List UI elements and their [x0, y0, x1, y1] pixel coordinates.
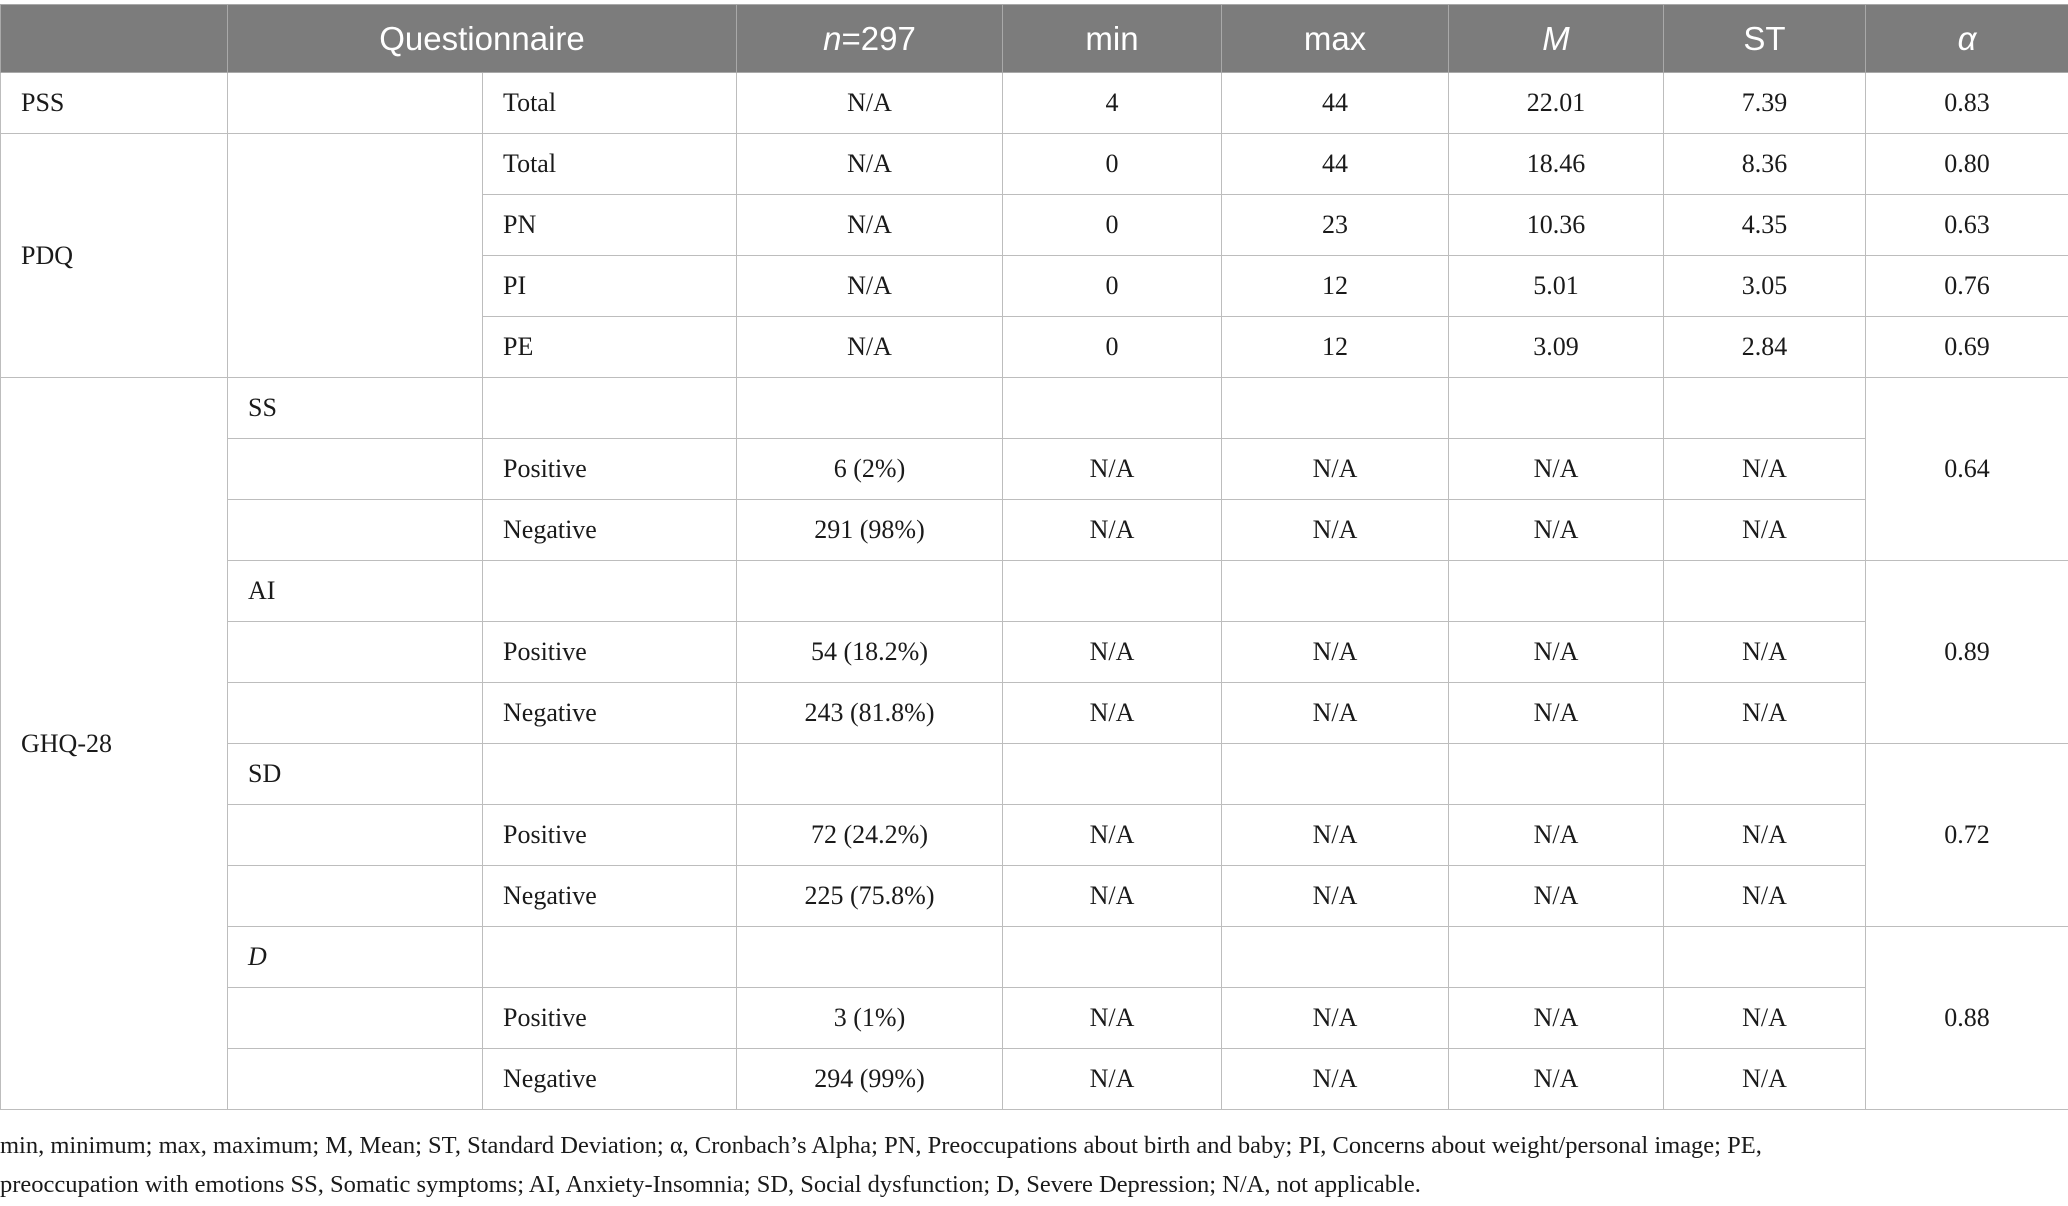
min-cell: 0: [1003, 256, 1222, 317]
max-cell: 12: [1222, 317, 1449, 378]
min-cell: N/A: [1003, 439, 1222, 500]
n-cell: 225 (75.8%): [737, 866, 1003, 927]
header-n-prefix: n: [823, 19, 842, 57]
n-cell: N/A: [737, 73, 1003, 134]
table-row: [1, 500, 2068, 561]
min-cell: N/A: [1003, 866, 1222, 927]
mean-cell: N/A: [1449, 988, 1664, 1049]
table-row: [1, 561, 2068, 622]
questionnaire-ghq28: GHQ-28: [1, 378, 228, 1110]
empty-cell: [1222, 927, 1449, 988]
empty-cell: [228, 1049, 483, 1110]
table-row: [1, 805, 2068, 866]
alpha-cell: 0.83: [1866, 73, 2068, 134]
mean-cell: 5.01: [1449, 256, 1664, 317]
ghq-group-d: D: [228, 927, 483, 988]
table-row: [1, 622, 2068, 683]
empty-cell: [228, 73, 483, 134]
header-n-suffix: =297: [841, 19, 916, 57]
empty-cell: [1449, 744, 1664, 805]
sd-cell: N/A: [1664, 1049, 1866, 1110]
empty-cell: [228, 866, 483, 927]
table-row: [1, 744, 2068, 805]
subscale-cell: PI: [483, 256, 737, 317]
header-min: min: [1003, 5, 1222, 73]
max-cell: N/A: [1222, 439, 1449, 500]
n-cell: N/A: [737, 134, 1003, 195]
header-sd: ST: [1664, 5, 1866, 73]
empty-cell: [737, 744, 1003, 805]
min-cell: 0: [1003, 134, 1222, 195]
empty-cell: [1222, 561, 1449, 622]
n-cell: N/A: [737, 195, 1003, 256]
mean-cell: 3.09: [1449, 317, 1664, 378]
questionnaire-pdq: PDQ: [1, 134, 228, 378]
n-cell: N/A: [737, 256, 1003, 317]
header-row: [1, 5, 2068, 73]
header-max: max: [1222, 5, 1449, 73]
empty-cell: [1449, 378, 1664, 439]
mean-cell: 22.01: [1449, 73, 1664, 134]
empty-cell: [228, 439, 483, 500]
alpha-cell: 0.76: [1866, 256, 2068, 317]
max-cell: N/A: [1222, 683, 1449, 744]
table-row: [1, 683, 2068, 744]
header-n: [737, 5, 1003, 73]
alpha-cell: 0.80: [1866, 134, 2068, 195]
sd-cell: N/A: [1664, 500, 1866, 561]
alpha-cell: 0.88: [1866, 927, 2068, 1110]
table-row: [1, 988, 2068, 1049]
alpha-cell: 0.89: [1866, 561, 2068, 744]
min-cell: N/A: [1003, 500, 1222, 561]
subscale-cell: Total: [483, 73, 737, 134]
mean-cell: N/A: [1449, 439, 1664, 500]
alpha-cell: 0.72: [1866, 744, 2068, 927]
min-cell: N/A: [1003, 683, 1222, 744]
sd-cell: 4.35: [1664, 195, 1866, 256]
n-cell: N/A: [737, 317, 1003, 378]
table-row: [1, 866, 2068, 927]
empty-cell: [1003, 927, 1222, 988]
mean-cell: N/A: [1449, 622, 1664, 683]
header-alpha: α: [1866, 5, 2068, 73]
footnote-line-1: min, minimum; max, maximum; M, Mean; ST, Standard Deviation; α, Cronbach’s Alpha; PN, Preoccupations about birth and baby; PI, Concerns about weight/personal image; PE,: [0, 1132, 1762, 1159]
empty-cell: [228, 805, 483, 866]
sd-cell: N/A: [1664, 683, 1866, 744]
subscale-cell: Positive: [483, 439, 737, 500]
max-cell: 44: [1222, 134, 1449, 195]
empty-cell: [1449, 927, 1664, 988]
n-cell: 72 (24.2%): [737, 805, 1003, 866]
empty-cell: [228, 134, 483, 378]
table-row: [1, 1049, 2068, 1110]
alpha-cell: 0.69: [1866, 317, 2068, 378]
subscale-cell: PE: [483, 317, 737, 378]
subscale-cell: Negative: [483, 1049, 737, 1110]
table-row: [1, 927, 2068, 988]
min-cell: N/A: [1003, 805, 1222, 866]
empty-cell: [1222, 378, 1449, 439]
footnote-line-2: preoccupation with emotions SS, Somatic symptoms; AI, Anxiety-Insomnia; SD, Social dysfunction; D, Severe Depression; N/A, not applicable.: [0, 1171, 1421, 1198]
mean-cell: N/A: [1449, 866, 1664, 927]
empty-cell: [228, 500, 483, 561]
empty-cell: [1664, 744, 1866, 805]
n-cell: 54 (18.2%): [737, 622, 1003, 683]
n-cell: 3 (1%): [737, 988, 1003, 1049]
empty-cell: [1003, 744, 1222, 805]
empty-cell: [1664, 561, 1866, 622]
empty-cell: [1222, 744, 1449, 805]
sd-cell: N/A: [1664, 805, 1866, 866]
mean-cell: 10.36: [1449, 195, 1664, 256]
max-cell: 12: [1222, 256, 1449, 317]
questionnaire-pss: PSS: [1, 73, 228, 134]
empty-cell: [483, 744, 737, 805]
subscale-cell: Total: [483, 134, 737, 195]
sd-cell: N/A: [1664, 622, 1866, 683]
empty-cell: [483, 561, 737, 622]
sd-cell: N/A: [1664, 439, 1866, 500]
empty-cell: [1003, 561, 1222, 622]
min-cell: 0: [1003, 317, 1222, 378]
empty-cell: [737, 927, 1003, 988]
n-cell: 291 (98%): [737, 500, 1003, 561]
n-cell: 243 (81.8%): [737, 683, 1003, 744]
alpha-cell: 0.64: [1866, 378, 2068, 561]
mean-cell: 18.46: [1449, 134, 1664, 195]
sd-cell: 3.05: [1664, 256, 1866, 317]
descriptive-statistics-table: [0, 4, 2068, 1110]
subscale-cell: PN: [483, 195, 737, 256]
sd-cell: 2.84: [1664, 317, 1866, 378]
max-cell: N/A: [1222, 988, 1449, 1049]
header-questionnaire: Questionnaire: [228, 5, 737, 73]
sd-cell: N/A: [1664, 866, 1866, 927]
header-blank-cell: [1, 5, 228, 73]
sd-cell: 8.36: [1664, 134, 1866, 195]
subscale-cell: Negative: [483, 866, 737, 927]
empty-cell: [483, 927, 737, 988]
min-cell: 4: [1003, 73, 1222, 134]
mean-cell: N/A: [1449, 1049, 1664, 1110]
min-cell: 0: [1003, 195, 1222, 256]
subscale-cell: Positive: [483, 988, 737, 1049]
table-row: [1, 73, 2068, 134]
header-mean: M: [1449, 5, 1664, 73]
subscale-cell: Positive: [483, 622, 737, 683]
max-cell: 23: [1222, 195, 1449, 256]
min-cell: N/A: [1003, 1049, 1222, 1110]
empty-cell: [483, 378, 737, 439]
ghq-group-ai: AI: [228, 561, 483, 622]
max-cell: N/A: [1222, 500, 1449, 561]
n-cell: 294 (99%): [737, 1049, 1003, 1110]
ghq-group-sd: SD: [228, 744, 483, 805]
empty-cell: [737, 561, 1003, 622]
ghq-group-ss: SS: [228, 378, 483, 439]
empty-cell: [1449, 561, 1664, 622]
subscale-cell: Negative: [483, 683, 737, 744]
max-cell: 44: [1222, 73, 1449, 134]
sd-cell: N/A: [1664, 988, 1866, 1049]
table-row: [1, 378, 2068, 439]
max-cell: N/A: [1222, 866, 1449, 927]
table-row: [1, 439, 2068, 500]
min-cell: N/A: [1003, 622, 1222, 683]
empty-cell: [228, 622, 483, 683]
table-row: [1, 134, 2068, 195]
sd-cell: 7.39: [1664, 73, 1866, 134]
mean-cell: N/A: [1449, 683, 1664, 744]
subscale-cell: Positive: [483, 805, 737, 866]
mean-cell: N/A: [1449, 500, 1664, 561]
empty-cell: [228, 683, 483, 744]
min-cell: N/A: [1003, 988, 1222, 1049]
empty-cell: [1664, 927, 1866, 988]
subscale-cell: Negative: [483, 500, 737, 561]
max-cell: N/A: [1222, 805, 1449, 866]
n-cell: 6 (2%): [737, 439, 1003, 500]
empty-cell: [1003, 378, 1222, 439]
empty-cell: [1664, 378, 1866, 439]
empty-cell: [228, 988, 483, 1049]
mean-cell: N/A: [1449, 805, 1664, 866]
empty-cell: [737, 378, 1003, 439]
table-footnote: [0, 1126, 2060, 1204]
alpha-cell: 0.63: [1866, 195, 2068, 256]
max-cell: N/A: [1222, 622, 1449, 683]
max-cell: N/A: [1222, 1049, 1449, 1110]
